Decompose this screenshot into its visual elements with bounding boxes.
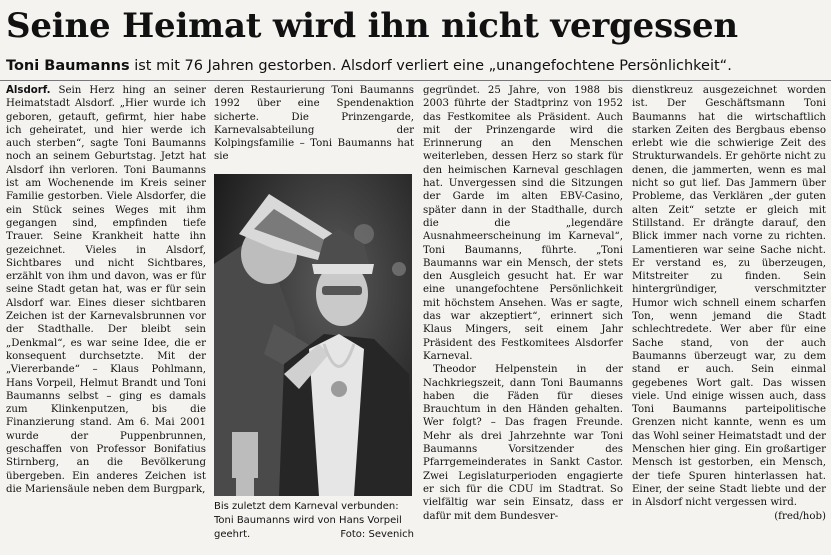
column-4-text <box>632 84 826 522</box>
caption-text: Bis zuletzt dem Karneval verbunden: Toni Baumanns wird von Hans Vorpeil geehrt. <box>214 501 402 540</box>
article-column-4 <box>632 84 826 554</box>
article-column-1 <box>6 84 206 554</box>
subheadline-text: ist mit 76 Jahren gestorben. Alsdorf verliert eine „unangefochtene Persönlichkeit“. <box>129 58 732 74</box>
photo-credit: Foto: Sevenich <box>340 529 414 540</box>
column-1-text: Sein Herz hing an seiner Heimatstadt Alsdorf. „Hier wurde ich geboren, getauft, gefirmt, hier habe ich geheiratet, und hier werde ich auch sterben“, sagte Toni Baumanns noch an seinem Geburtstag. Jetzt hat Alsdorf ihn verloren. Toni Baumanns ist am Wochenende im Kreis seiner Familie gestorben. Viele Alsdorfer, die ein Stück seines Weges mit ihm gegangen sind, empfinden tiefe Trauer. Seine Krankheit hatte ihn gezeichnet. Vieles in Alsdorf, Sichtbares und nicht Sichtbares, erzählt von ihm und davon, was er für seine Stadt getan hat, was er für sein Alsdorf war. Eines dieser sichtbaren Zeichen ist der Karnevalsbrunnen vor der Stadthalle. Der bleibt sein „Denkmal“, es war seine Idee, die er konsequent durchsetzte. Mit der „Viererbande“ – Klaus Pohlmann, Hans Vorpeil, Helmut Brandt und Toni Baumanns selbst – ging es damals zum Klinkenputzen, bis die Finanzierung stand. Am 6. Mai 2001 wurde der Puppenbrunnen, geschaffen von Professor Bonifatius Stirnberg, an die Bevölkerung übergeben. Ein anderes Zeichen ist die Mariensäule neben dem Burgpark, <box>6 85 206 495</box>
headline-rule <box>0 80 831 81</box>
author-signature: (fred/hob) <box>774 510 826 522</box>
column-4-body: dienstkreuz ausgezeichnet worden ist. Der Geschäftsmann Toni Baumanns hat die wirtschaftlich starken Zeiten des Bergbaus ebenso erlebt wie die schwierige Zeit des Strukturwandels. Er gehörte nicht zu denen, die jammerten, wenn es mal nicht so gut lief. Das Jammern über Probleme, das Verklären „der guten alten Zeit“ setzte er gleich mit Stillstand. Er drängte darauf, den Blick immer nach vorne zu richten. Lamentieren war seine Sache nicht. Er verstand es, zu überzeugen, Mitstreiter zu finden. Sein hintergründiger, verschmitzter Humor wich schnell einem scharfen Ton, wenn jemand die Stadt schlechtredete. Wer aber für eine Sache stand, von der auch Baumanns überzeugt war, zu dem stand er auch. Sein einmal gegebenes Wort galt. Das wissen viele. Und einige wissen auch, dass Toni Baumanns parteipolitische Grenzen nicht kannte, wenn es um das Wohl seiner Heimatstadt und der Menschen hier ging. Ein großartiger Mensch ist gestorben, ein Mensch, der tiefe Spuren hinterlassen hat. Einer, der seine Stadt liebte und der in Alsdorf nicht vergessen wird. <box>632 85 826 509</box>
article-column-3 <box>423 84 623 554</box>
column-3-text-a: gegründet. 25 Jahre, von 1988 bis 2003 führte der Stadtprinz von 1952 das Festkomitee als Präsident. Auch mit der Prinzengarde wird die Erinnerung an den Menschen weiterleben, dessen Herz so stark für den heimischen Karneval geschlagen hat. Unvergessen sind die Sitzungen der Garde im alten EBV-Casino, später dann in der Stadthalle, durch die die „legendäre Ausnahmeerscheinung im Karneval“, Toni Baumanns, führte. „Toni Baumanns war ein Mensch, der stets den Ausgleich gesucht hat. Er war eine unangefochtene Persönlichkeit mit höchstem Ansehen. Was er sagte, das war akzeptiert“, erinnert sich Klaus Mingers, seit einem Jahr Präsident des Festkomitees Alsdorfer Karneval. <box>423 85 623 362</box>
dateline: Alsdorf. <box>6 85 51 96</box>
carnival-honor-photo <box>214 174 412 496</box>
photo-caption <box>214 500 414 542</box>
column-3-text-b: Theodor Helpenstein in der Nachkriegszeit, dann Toni Baumanns haben die Fäden für dieses Brauchtum in den Händen gehalten. Wer folgt? – Das fragen Freunde. Mehr als drei Jahrzehnte war Toni Baumanns Vorsitzender des Pfarrgemeinderates in Sankt Castor. Zwei Legislaturperioden engagierte er sich für die CDU im Stadtrat. So vielfältig war sein Einsatz, dass er dafür mit dem Bundesver- <box>423 364 623 522</box>
article-paragraph <box>6 84 206 496</box>
article-column-2 <box>214 84 414 170</box>
column-2-text: deren Restaurierung Toni Baumanns 1992 über eine Spendenaktion sicherte. Die Prinzengarde, Karnevalsabteilung der Kolpingsfamilie – Toni Baumanns hat sie <box>214 85 414 163</box>
subheadline-name: Toni Baumanns <box>6 58 130 74</box>
headline: Seine Heimat wird ihn nicht vergessen <box>6 6 738 46</box>
subheadline <box>6 54 826 78</box>
article-photo <box>214 174 412 496</box>
